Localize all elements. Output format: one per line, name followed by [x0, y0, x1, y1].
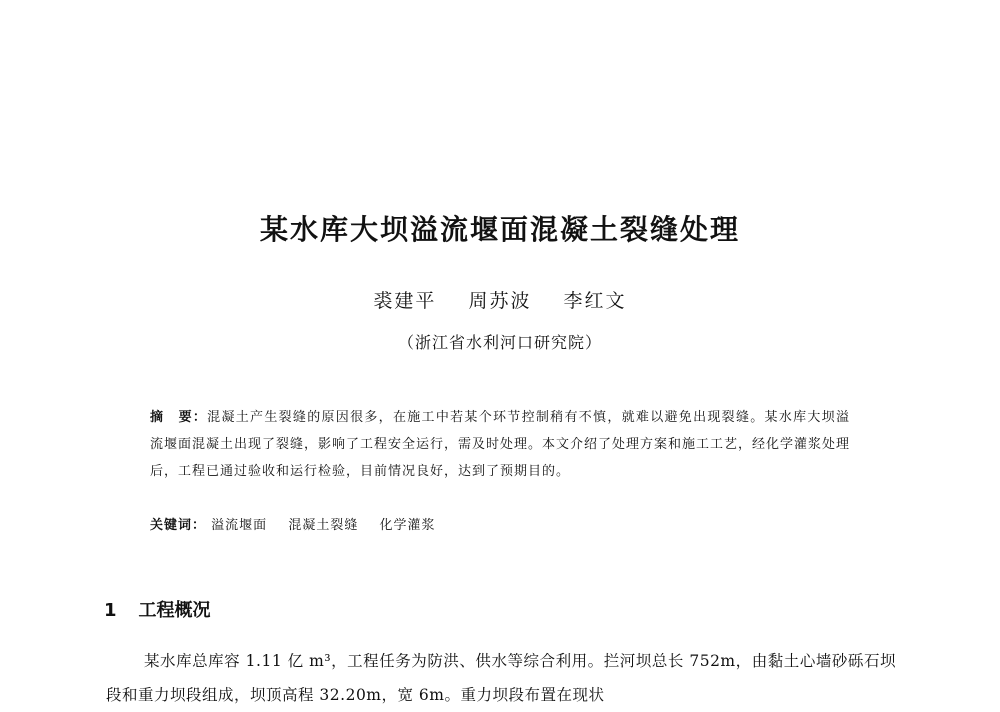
- keyword: 化学灌浆: [379, 518, 436, 533]
- abstract-label: 摘 要：: [150, 410, 208, 425]
- section-heading: [104, 596, 211, 622]
- keyword: 混凝土裂缝: [288, 518, 359, 533]
- abstract: [150, 404, 850, 485]
- section-title: 工程概况: [138, 600, 211, 621]
- keywords: [150, 514, 850, 533]
- section-number: 1: [104, 600, 117, 621]
- affiliation: （浙江省水利河口研究院）: [397, 333, 602, 352]
- keywords-label: 关键词：: [150, 518, 207, 533]
- body-paragraph: 某水库总库容 1.11 亿 m³，工程任务为防洪、供水等综合利用。拦河坝总长 752m，由黏土心墙砂砾石坝段和重力坝段组成，坝顶高程 32.20m，宽 6m。重力坝段布置在现状: [106, 652, 896, 704]
- keyword: 溢流堰面: [211, 518, 268, 533]
- author-name: 李红文: [563, 290, 627, 312]
- abstract-text: 混凝土产生裂缝的原因很多，在施工中若某个环节控制稍有不慎，就难以避免出现裂缝。某水库大坝溢流堰面混凝土出现了裂缝，影响了工程安全运行，需及时处理。本文介绍了处理方案和施工工艺，经化学灌浆处理后，工程已通过验收和运行检验，目前情况良好，达到了预期目的。: [150, 410, 851, 479]
- paper-title: 某水库大坝溢流堰面混凝土裂缝处理: [259, 213, 740, 246]
- author-list: [0, 286, 1000, 313]
- author-name: 周苏波: [468, 290, 532, 312]
- author-name: 裘建平: [373, 290, 437, 312]
